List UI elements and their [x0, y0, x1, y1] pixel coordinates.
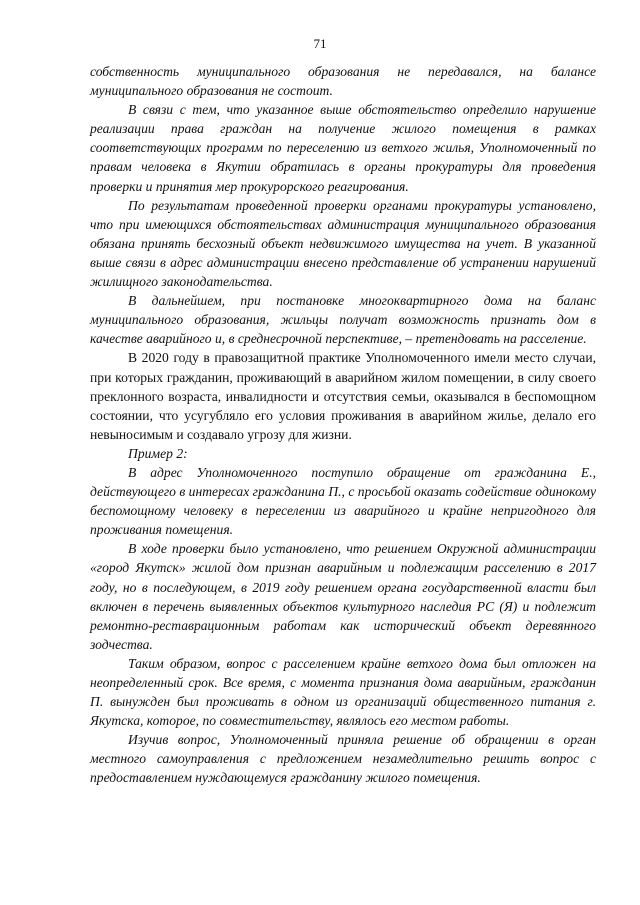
- paragraph-2: В связи с тем, что указанное выше обстоятельство определило нарушение реализации права граждан на получение жилого помещения в рамках соответствующих программ по переселению из ветхого жилья, Уполномоченный по правам человека в Якутии обратилась в органы прокуратуры для проведения проверки и принятия мер прокурорского реагирования.: [90, 102, 596, 194]
- example-heading: Пример 2:: [128, 445, 188, 461]
- paragraph-1: собственность муниципального образования не передавался, на балансе муниципального образования не состоит.: [90, 64, 596, 99]
- paragraph-10: Изучив вопрос, Уполномоченный приняла решение об обращении в орган местного самоуправления с предложением незамедлительно решить вопрос с предоставлением нуждающемуся гражданину жилого помещения.: [90, 732, 596, 786]
- paragraph-8: В ходе проверки было установлено, что решением Окружной администрации «город Якутск» жилой дом признан аварийным и подлежащим расселению в 2017 году, но в последующем, в 2019 году решением органа государственной власти был включен в перечень выявленных объектов культурного наследия РС (Я) и подлежит ремонтно-реставрационным работам как исторический объект деревянного зодчества.: [90, 541, 596, 652]
- paragraph-9: Таким образом, вопрос с расселением крайне ветхого дома был отложен на неопределенный срок. Все время, с момента признания дома аварийным, гражданин П. вынужден был проживать в одном из организаций общественного питания г. Якутска, которое, по совместительству, являлось его местом работы.: [90, 655, 596, 729]
- paragraph-5: В 2020 году в правозащитной практике Уполномоченного имели место случаи, при которых гражданин, проживающий в аварийном жилом помещении, в силу своего преклонного возраста, инвалидности и отсутствия семьи, оказывался в беспомощном состоянии, что усугубляло его условия проживания в аварийном жилье, делало его невыносимым и создавало угрозу для жизни.: [90, 350, 596, 442]
- page-number: 71: [313, 36, 327, 51]
- document-body: [90, 62, 596, 788]
- paragraph-7: В адрес Уполномоченного поступило обращение от гражданина Е., действующего в интересах гражданина П., с просьбой оказать содействие одинокому беспомощному человеку в переселении из аварийного и крайне непригодного для проживания помещения.: [90, 464, 596, 538]
- paragraph-4: В дальнейшем, при постановке многоквартирного дома на баланс муниципального образования, жильцы получат возможность признать дом в качестве аварийного и, в среднесрочной перспективе, – претендовать на расселение.: [90, 293, 596, 347]
- paragraph-3: По результатам проведенной проверки органами прокуратуры установлено, что при имеющихся обстоятельствах администрация муниципального образования обязана принять бесхозный объект недвижимого имущества на учет. В указанной выше связи в адрес администрации внесено представление об устранении нарушений жилищного законодательства.: [90, 197, 596, 290]
